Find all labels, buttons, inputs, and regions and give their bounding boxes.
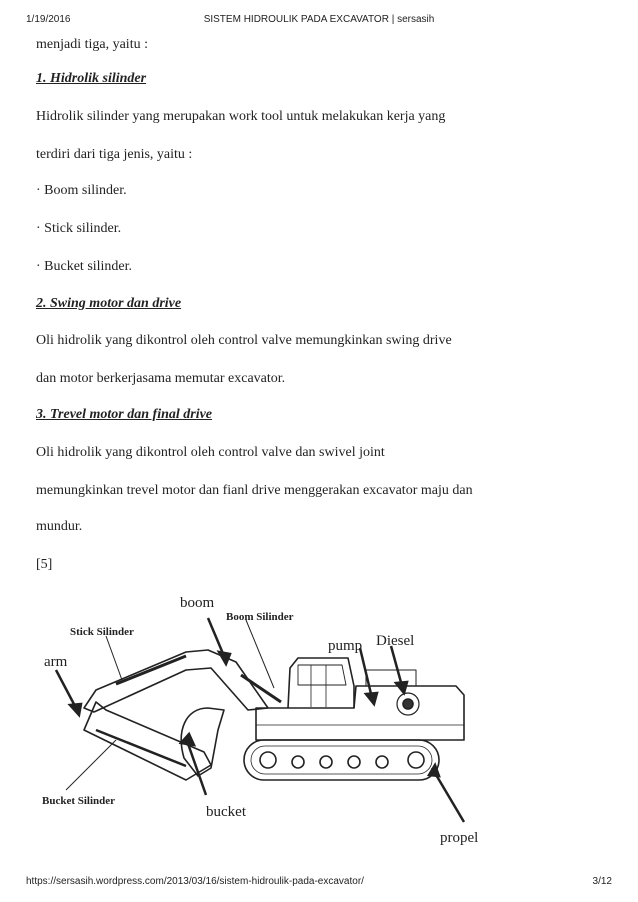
- label-propel: propel: [440, 830, 479, 846]
- page-footer: [26, 876, 612, 890]
- paragraph-line: mundur.: [36, 519, 83, 534]
- stick-cylinder: [116, 656, 186, 684]
- paragraph-line: terdiri dari tiga jenis, yaitu :: [36, 147, 193, 162]
- print-date: 1/19/2016: [26, 14, 71, 25]
- label-bucket-silinder: Bucket Silinder: [42, 795, 116, 807]
- paragraph-line: Oli hidrolik yang dikontrol oleh control valve dan swivel joint: [36, 445, 385, 460]
- list-item-boom: · Boom silinder.: [36, 183, 127, 198]
- roller: [320, 756, 332, 768]
- roller: [260, 752, 276, 768]
- roller: [376, 756, 388, 768]
- paragraph-line: Hidrolik silinder yang merupakan work tool untuk melakukan kerja yang: [36, 109, 446, 124]
- roller: [292, 756, 304, 768]
- upper-body: [256, 686, 464, 740]
- page-title: SISTEM HIDROULIK PADA EXCAVATOR | sersasih: [203, 14, 435, 25]
- page-header: [26, 14, 612, 28]
- heading-hidrolik-silinder: 1. Hidrolik silinder: [36, 71, 147, 86]
- page-number: 3/12: [592, 876, 612, 887]
- paragraph-line: memungkinkan trevel motor dan fianl drive menggerakan excavator maju dan: [36, 483, 473, 498]
- list-item-bucket: · Bucket silinder.: [36, 259, 133, 274]
- label-stick-silinder: Stick Silinder: [70, 626, 134, 638]
- label-pump: pump: [328, 638, 363, 654]
- heading-swing-motor: 2. Swing motor dan drive: [36, 296, 182, 311]
- label-bucket: bucket: [206, 804, 246, 820]
- label-diesel: Diesel: [376, 633, 415, 649]
- label-boom-silinder: Boom Silinder: [226, 611, 294, 623]
- bucket-cylinder: [96, 730, 186, 766]
- track-inner: [251, 746, 432, 774]
- paragraph-line: menjadi tiga, yaitu :: [36, 37, 148, 52]
- paragraph-line: dan motor berkerjasama memutar excavator.: [36, 371, 286, 386]
- roller: [408, 752, 424, 768]
- excavator-drawing: [36, 590, 486, 860]
- label-arm: arm: [44, 654, 68, 670]
- paragraph-line: Oli hidrolik yang dikontrol oleh control valve memungkinkan swing drive: [36, 333, 452, 348]
- roller: [348, 756, 360, 768]
- list-item-stick: · Stick silinder.: [36, 221, 122, 236]
- excavator-diagram: [36, 590, 486, 860]
- heading-trevel-motor: 3. Trevel motor dan final drive: [36, 407, 213, 422]
- engine-hood: [366, 670, 416, 686]
- source-url[interactable]: https://sersasih.wordpress.com/2013/03/16/sistem-hidroulik-pada-excavator/: [26, 876, 364, 887]
- label-boom: boom: [180, 595, 215, 611]
- reference-marker: [5]: [36, 557, 53, 572]
